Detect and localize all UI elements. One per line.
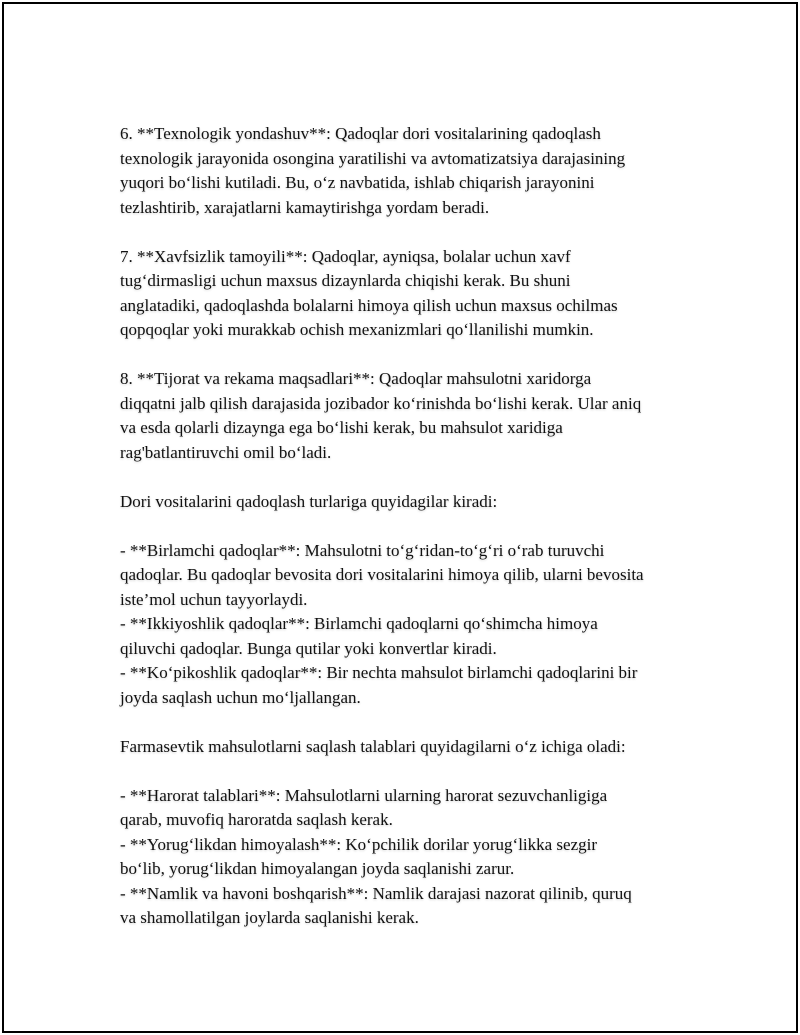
text-line: 6. **Texnologik yondashuv**: Qadoqlar dori vositalarining qadoqlash	[120, 124, 601, 143]
document-body	[120, 122, 692, 955]
list-item-line: - **Birlamchi qadoqlar**: Mahsulotni to‘g‘ridan-to‘g‘ri o‘rab turuvchi	[120, 540, 605, 560]
list-item-line: - **Yorug‘likdan himoyalash**: Ko‘pchilik dorilar yorug‘likka sezgir	[120, 834, 598, 854]
list-item-line: - **Namlik va havoni boshqarish**: Namlik darajasi nazorat qilinib, quruq	[120, 883, 632, 903]
text-line: qopqoqlar yoki murakkab ochish mexanizmlari qo‘llanilishi mumkin.	[120, 320, 594, 339]
list-item-line: joyda saqlash uchun mo‘ljallangan.	[120, 687, 361, 707]
text-line: diqqatni jalb qilish darajasida jozibador ko‘rinishda bo‘lishi kerak. Ular aniq	[120, 393, 642, 413]
text-line: rag'batlantiruvchi omil bo‘ladi.	[120, 442, 332, 462]
list-storage-requirements	[120, 784, 692, 931]
list-item-line: va shamollatilgan joylarda saqlanishi kerak.	[120, 908, 419, 927]
text-line: Farmasevtik mahsulotlarni saqlash talablari quyidagilarni o‘z ichiga oladi:	[120, 736, 626, 756]
paragraph-technological-approach	[120, 122, 692, 220]
text-line: 7. **Xavfsizlik tamoyili**: Qadoqlar, ayniqsa, bolalar uchun xavf	[120, 246, 571, 266]
text-line: Dori vositalarini qadoqlash turlariga quyidagilar kiradi:	[120, 491, 498, 511]
text-line: yuqori bo‘lishi kutiladi. Bu, o‘z navbatida, ishlab chiqarish jarayonini	[120, 173, 595, 192]
text-line: anglatadiki, qadoqlashda bolalarni himoya qilish uchun maxsus ochilmas	[120, 295, 618, 315]
paragraph-storage-intro	[120, 735, 692, 760]
text-line: texnologik jarayonida osongina yaratilishi va avtomatizatsiya darajasining	[120, 148, 626, 168]
list-item-line: qadoqlar. Bu qadoqlar bevosita dori vositalarini himoya qilib, ularni bevosita	[120, 565, 644, 584]
list-item-line: - **Ko‘pikoshlik qadoqlar**: Bir nechta mahsulot birlamchi qadoqlarini bir	[120, 663, 638, 682]
list-item-line: bo‘lib, yorug‘likdan himoyalangan joyda saqlanishi zarur.	[120, 859, 515, 878]
text-line: 8. **Tijorat va rekama maqsadlari**: Qadoqlar mahsulotni xaridorga	[120, 369, 592, 388]
text-line: va esda qolarli dizaynga ega bo‘lishi kerak, bu mahsulot xaridiga	[120, 418, 563, 437]
document-page	[2, 2, 798, 1033]
list-item-line: qarab, muvofiq haroratda saqlash kerak.	[120, 810, 393, 829]
text-line: tug‘dirmasligi uchun maxsus dizaynlarda chiqishi kerak. Bu shuni	[120, 271, 571, 290]
list-item-line: - **Ikkiyoshlik qadoqlar**: Birlamchi qadoqlarni qo‘shimcha himoya	[120, 614, 598, 633]
paragraph-commercial-purposes	[120, 367, 692, 465]
list-packaging-types	[120, 539, 692, 711]
list-item-line: - **Harorat talablari**: Mahsulotlarni ularning harorat sezuvchanligiga	[120, 785, 608, 805]
text-line: tezlashtirib, xarajatlarni kamaytirishga yordam beradi.	[120, 197, 490, 217]
paragraph-packaging-types-intro	[120, 490, 692, 515]
list-item-line: iste’mol uchun tayyorlaydi.	[120, 589, 308, 609]
paragraph-safety-principle	[120, 245, 692, 343]
list-item-line: qiluvchi qadoqlar. Bunga qutilar yoki konvertlar kiradi.	[120, 638, 497, 658]
